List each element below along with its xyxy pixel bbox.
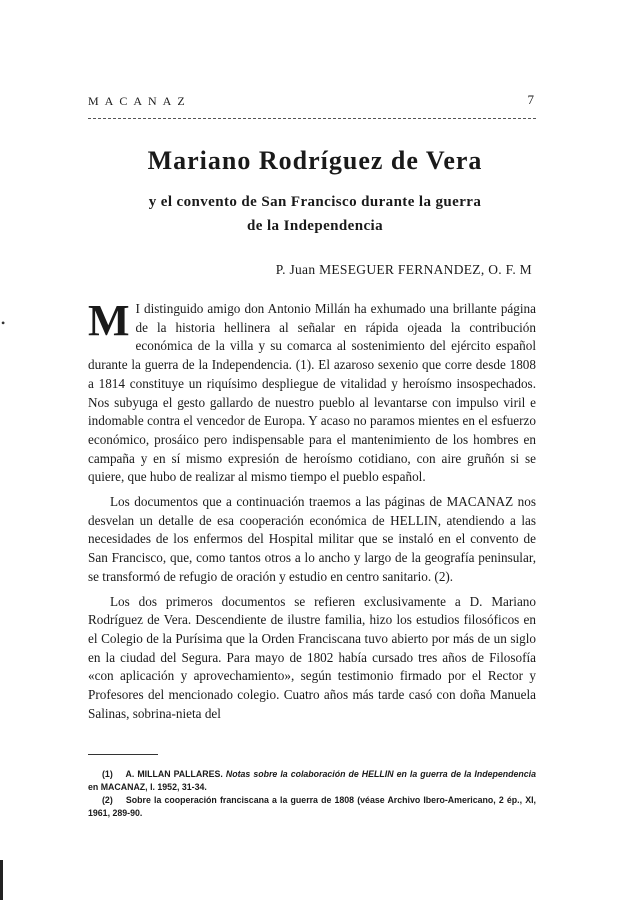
paragraph bbox=[88, 296, 536, 487]
footnote-2-text: Sobre la cooperación franciscana a la guerra de 1808 (véase Archivo Ibero-Americano, 2 ép., XI, 1961, 289-90. bbox=[88, 795, 536, 818]
footnote-1-rest: en MACANAZ, I. 1952, 31-34. bbox=[88, 782, 207, 792]
page-number: 7 bbox=[527, 92, 534, 107]
footnote-1-number: (1) bbox=[102, 769, 113, 779]
footnotes bbox=[88, 768, 536, 820]
footnote-1-title: Notas sobre la colaboración de HELLIN en la guerra de la Independencia bbox=[225, 769, 536, 779]
scan-edge bbox=[0, 860, 3, 900]
margin-mark: • bbox=[1, 316, 6, 330]
footnote-2-number: (2) bbox=[102, 795, 113, 805]
subtitle-line-2: de la Independencia bbox=[247, 218, 383, 234]
subtitle-line-1: y el convento de San Francisco durante la guerra bbox=[148, 194, 482, 210]
paragraph-2: Los documentos que a continuación traemos a las páginas de MACANAZ nos desvelan un detalle de esa cooperación económica de HELLIN, atendiendo a las necesidades de los enfermos del Hospital militar que se instaló en el convento de San Francisco, que, como tantos otros a lo ancho y largo de la geografía peninsular, se transformó de refugio de oración y estudio en centro sanitario. (2). bbox=[88, 494, 536, 584]
footnote-1 bbox=[88, 768, 536, 794]
footnote-1-author: A. MILLAN PALLARES. bbox=[125, 769, 223, 779]
paragraph-3: Los dos primeros documentos se refieren exclusivamente a D. Mariano Rodríguez de Vera. Descendiente de ilustre familia, hizo los estudios filosóficos en el Colegio de la Purísima que la Orden Franciscana tuvo abierto por más de un siglo en la ciudad del Segura. Para mayo de 1802 había cursado tres años de Filosofía «con aplicación y aprovechamiento», según testimonio firmado por el Rector y Profesores del mencionado colegio. Cuatro años más tarde casó con doña Manuela Salinas, sobrina-nieta del bbox=[88, 593, 536, 721]
running-title: MACANAZ bbox=[88, 94, 191, 108]
article-subtitle bbox=[90, 190, 540, 238]
footnote-2 bbox=[88, 794, 536, 820]
paragraph-1-text: I distinguido amigo don Antonio Millán ha exhumado una brillante página de la historia hellinera al señalar en rápida ojeada la contribución económica de la villa y su comarca al sostenimiento del ejército español durante la guerra de la Independencia. (1). El azaroso sexenio que corre desde 1808 a 1814 constituye un riquísimo despliegue de vitalidad y heroísmo insospechados. Nos subyuga el gesto gallardo de nuestro pueblo al levantarse con impulso viril e indomable contra el vencedor de Europa. Y acaso no paramos mientes en el esfuerzo económico, prosáico pero indispensable para el mantenimiento de los hombres en campaña y en sí mismo expresión de heroísmo cotidiano, con aire gruñón si se quiere, que hubo de realizar al mismo tiempo el pueblo español. bbox=[88, 301, 536, 485]
drop-cap: M bbox=[88, 296, 130, 345]
article-title: Mariano Rodríguez de Vera bbox=[147, 146, 483, 175]
footnote-divider bbox=[88, 754, 158, 755]
running-header bbox=[88, 92, 536, 119]
article-body bbox=[88, 296, 536, 723]
article-author: P. Juan MESEGUER FERNANDEZ, O. F. M bbox=[275, 262, 532, 277]
